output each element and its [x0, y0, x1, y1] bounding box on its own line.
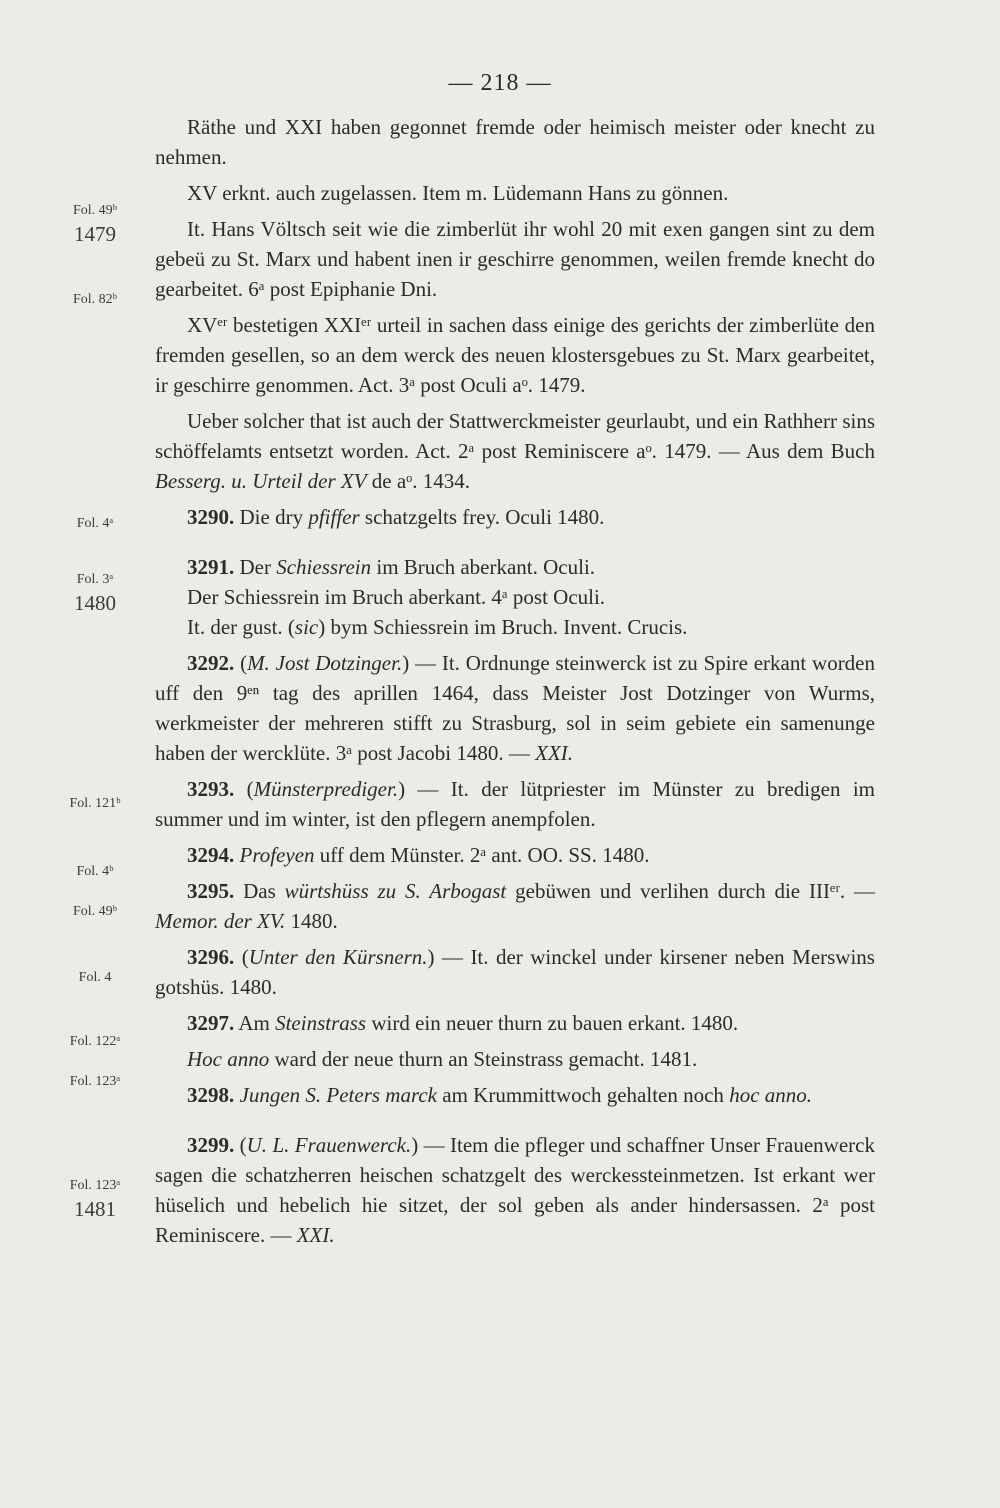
paragraph: Räthe und XXI haben gegonnet fremde oder heimisch meister oder knecht zu nehmen.: [155, 115, 875, 169]
paragraph: XV erknt. auch zugelassen. Item m. Lüdemann Hans zu gönnen.: [187, 181, 729, 205]
margin-folio: Fol. 4: [78, 970, 112, 985]
entry-3293: 3293. (Münsterprediger.) — It. der lütpriester im Münster zu bredigen im summer und im winter, ist den pflegern anempfolen.: [155, 777, 875, 831]
margin-year: 1480: [74, 591, 116, 615]
entry-number: 3295.: [187, 879, 235, 903]
margin-year: 1479: [74, 222, 116, 246]
margin-note: [40, 864, 150, 880]
margin-note: [40, 796, 150, 812]
margin-folio: Fol. 49ᵇ: [72, 203, 117, 218]
entry-3292: 3292. (M. Jost Dotzinger.) — It. Ordnunge steinwerck ist zu Spire erkant worden uff den 9ᵉⁿ tag des aprillen 1464, dass Meister Jost Dotzinger von Wurms, werkmeister der mehreren stifft zu Strasburg, sol in seim gebiete ein samenunge haben der wercklüte. 3ᵃ post Jacobi 1480. — XXI.: [155, 651, 876, 765]
paragraph: It. der gust. (sic) bym Schiessrein im Bruch. Invent. Crucis.: [187, 615, 688, 639]
margin-folio: Fol. 4ᵇ: [76, 864, 114, 879]
margin-year: 1481: [74, 1197, 116, 1221]
entry-number: 3297.: [187, 1011, 235, 1035]
entry-3296: 3296. (Unter den Kürsnern.) — It. der winckel under kirsener neben Merswins gotshüs. 1480.: [155, 945, 875, 999]
body-text: [155, 112, 875, 1256]
margin-note: [40, 203, 150, 247]
entry-3299: 3299. (U. L. Frauenwerck.) — Item die pfleger und schaffner Unser Frauenwerck sagen die schatzherren heischen schatzgelt des werckessteinmetzen. Ist erkant wer hüselich und hebelich hie sitzet, der sol geben als ander hindersassen. 2ᵃ post Reminiscere. — XXI.: [155, 1133, 875, 1247]
entry-number: 3298.: [187, 1083, 235, 1107]
entry-number: 3290.: [187, 505, 235, 529]
margin-folio: Fol. 3ᵃ: [76, 572, 114, 587]
margin-note: [40, 292, 150, 308]
margin-folio: Fol. 82ᵇ: [72, 292, 117, 307]
entry-3294: 3294. Profeyen uff dem Münster. 2ᵃ ant. OO. SS. 1480.: [187, 843, 650, 867]
entry-number: 3293.: [187, 777, 235, 801]
margin-note: [40, 572, 150, 616]
margin-note: [40, 1074, 150, 1090]
paragraph: Der Schiessrein im Bruch aberkant. 4ᵃ post Oculi.: [187, 585, 606, 609]
margin-folio: Fol. 123ᵃ: [69, 1074, 121, 1089]
paragraph: XVᵉʳ bestetigen XXIᵉʳ urteil in sachen dass einige des gerichts der zimberlüte den fremden gesellen, so an dem werck des neuen klostersgebues zu St. Marx gearbeitet, ir geschirre genommen. Act. 3ᵃ post Oculi aᵒ. 1479.: [155, 313, 875, 397]
margin-folio: Fol. 121ᵇ: [69, 796, 121, 811]
paragraph: Hoc anno ward der neue thurn an Steinstrass gemacht. 1481.: [187, 1047, 698, 1071]
margin-folio: Fol. 123ᵃ: [69, 1178, 121, 1193]
entry-number: 3294.: [187, 843, 235, 867]
margin-folio: Fol. 4ᵃ: [76, 516, 114, 531]
margin-folio: Fol. 49ᵇ: [72, 904, 117, 919]
page-number: — 218 —: [448, 70, 552, 96]
entry-number: 3299.: [187, 1133, 235, 1157]
margin-note: [40, 1178, 150, 1222]
margin-note: [40, 516, 150, 532]
margin-note: [40, 1034, 150, 1050]
entry-3298: 3298. Jungen S. Peters marck am Krummittwoch gehalten noch hoc anno.: [187, 1083, 813, 1107]
entry-number: 3292.: [187, 651, 235, 675]
entry-number: 3291.: [187, 555, 235, 579]
entry-3291: 3291. Der Schiessrein im Bruch aberkant. Oculi.: [187, 555, 596, 579]
margin-note: [40, 970, 150, 986]
entry-3290: 3290. Die dry pfiffer schatzgelts frey. Oculi 1480.: [187, 505, 605, 529]
paragraph: Ueber solcher that ist auch der Stattwerckmeister geurlaubt, und ein Rathherr sins schöffelamts entsetzt worden. Act. 2ᵃ post Reminiscere aᵒ. 1479. — Aus dem Buch Besserg. u. Urteil der XV de aᵒ. 1434.: [155, 409, 875, 493]
margin-folio: Fol. 122ᵃ: [69, 1034, 121, 1049]
paragraph: It. Hans Völtsch seit wie die zimberlüt ihr wohl 20 mit exen gangen sint zu dem gebeü zu St. Marx und habent inen ir geschirre genommen, weilen fremde knecht do gearbeitet. 6ᵃ post Epiphanie Dni.: [155, 217, 875, 301]
entry-3297: 3297. Am Steinstrass wird ein neuer thurn zu bauen erkant. 1480.: [187, 1011, 739, 1035]
entry-3295: 3295. Das würtshüss zu S. Arbogast gebüwen und verlihen durch die IIIᵉʳ. — Memor. der XV. 1480.: [155, 879, 875, 933]
entry-number: 3296.: [187, 945, 235, 969]
margin-note: [40, 904, 150, 920]
